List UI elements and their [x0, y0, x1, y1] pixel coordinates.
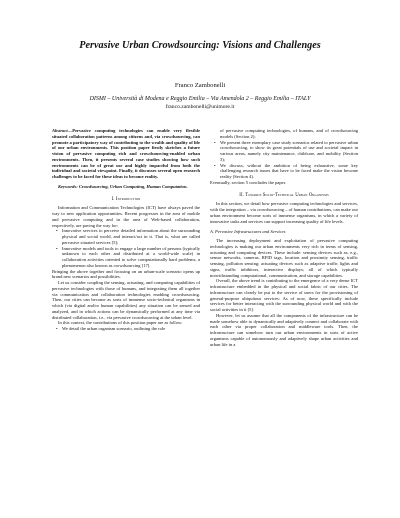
paragraph: Eventually, section 5 concludes the paper. [210, 179, 287, 185]
keywords [52, 184, 200, 190]
paragraph: Let us consider coupling the sensing, actuating, and computing capabilities of pervasive technologies with those of humans, and integrating them all together via communication and collaboration technologies enabling crowdsourcing. Then, our cities can become as sorts of immense socio-technical organisms in which (via digital and/or human capabilities) any situation can be sensed and analyzed, and in which actions can be dynamically performed at any time via distributed collaboration, i.e., via pervasive crowdsourcing at the urban level. [52, 280, 200, 320]
abstract-label: Abstract [52, 128, 68, 133]
list-item: • We detail the urban organism scenario, outlining the role [62, 326, 200, 332]
paragraph: In this section, we detail how pervasive computing technologies and services, with the integration – via crowdsourcing – of human contributions, can make our urban environment become sorts of immense organisms, in which a variety of innovative tasks and services can support increasing quality of life levels. [210, 201, 358, 224]
bullet-list [52, 326, 200, 332]
keywords-text: Crowdsourcing, Urban Computing, Human Computation. [78, 183, 188, 189]
abstract-text: —Pervasive computing technologies can enable very flexible situated collaboration patterns among citizens and, via crowdsourcing, can promote a participatory way of contributing to the wealth and quality of life of our urban environments. This position paper firstly sketches a future vision of pervasive computing rich and crowdsourcing-enabled urban environments. Then, it presents several case studies showing how such environments can be of great use and highly impactful from both the individual and societal viewpoint. Finally, it discusses several open research challenges to be faced for these ideas to become reality. [52, 128, 200, 179]
list-item: • We discuss, without the ambition of being exhaustive, some key challenging research issues that have to be faced make the vision become reality (Section 4). [220, 163, 358, 180]
abstract [52, 128, 200, 180]
affiliation: DISMI – Università di Modena e Reggio Emilia – Via Amendola 2 – Reggio Emilia – ITALY [89, 96, 311, 102]
paragraph: Bringing the above together and focusing on an urban-scale scenario opens up brand new scenarios and possibilities. [52, 268, 200, 280]
paragraph: of pervasive computing technologies, of humans, and of crowdsourcing models (Section 2); [220, 128, 358, 139]
paragraph: In this context, the contributions of this position paper are as follow: [58, 320, 183, 326]
paragraph: Overall, the above trend is contributing to the emergence of a very dense ICT infrastructure embedded in the physical and social fabric of our cities. The infrastructure can clearly be put to the service of users for the provisioning of general-purpose ubiquitous services: As of now, these specifically include services for better interacting with the surrounding physical world and with the social activities in it [5]. [210, 278, 358, 312]
list-item: • Innovative services to perceive detailed information about the surrounding physical and social world, and interact/act in it. That is, what are called pervasive situated services [5]; [62, 228, 200, 245]
bullet-list [210, 140, 358, 180]
paragraph: However, let us assume that all the components of the infrastructure can be made somehow able to dynamically and adaptively connect and collaborate with each other via proper collaboration and middleware tools. Then, the infrastructure can somehow turn our urban environments in sorts of active organisms capable of autonomously and adaptively shape urban activities and urban life in a [210, 312, 358, 347]
right-column [210, 128, 358, 347]
subsection-heading: A. Pervasive Infrastructures and Services [210, 229, 286, 235]
author-email: franco.zambonelli@unimore.it [165, 104, 235, 110]
author-name: Franco Zambonelli [174, 82, 226, 89]
section-heading-introduction: I. Introduction [111, 196, 141, 202]
list-item: • We present three exemplary case study scenarios related to pervasive urban crowdsourcing, to show its great potentials of use and societal impact in various areas, namely city maintenance, childcare, and mobility (Section 3); [220, 140, 358, 163]
paper-title: Pervasive Urban Crowdsourcing: Visions and Challenges [79, 40, 321, 51]
keywords-label: Keywords: [58, 183, 78, 189]
paragraph: Information and Communication Technologies (ICT) have always paved the way to new application opportunities. Recent progresses in the area of mobile and pervasive computing and in the area of Web-based collaboration, respectively, are paving the way for: [52, 205, 200, 228]
section-heading-urban-organisms: II. Towards Socio-Technical Urban Organisms [239, 192, 329, 198]
paragraph: The increasing deployment and exploitation of pervasive computing technologies is making our urban environments very rich in terms of sensing, actuating and computing devices. These include: sensing devices such as, e.g., sensor networks, cameras, RFID tags, location and proximity sensing, traffic sensing, pollution sensing; actuating devices such as adaptive traffic lights and signs, traffic inhibitors, interactive displays; all of which typically notwithstanding computational, communication, and storage capabilities. [210, 238, 358, 278]
left-column [52, 128, 200, 332]
list-item: • Innovative models and tools to engage a large number of persons (typically unknown to each other and distributed at a world-wide scale) in collaboration activities oriented to solve computationally hard problems, a phenomenon also known as crowdsourcing [17]. [62, 246, 200, 269]
bullet-list [52, 228, 200, 268]
